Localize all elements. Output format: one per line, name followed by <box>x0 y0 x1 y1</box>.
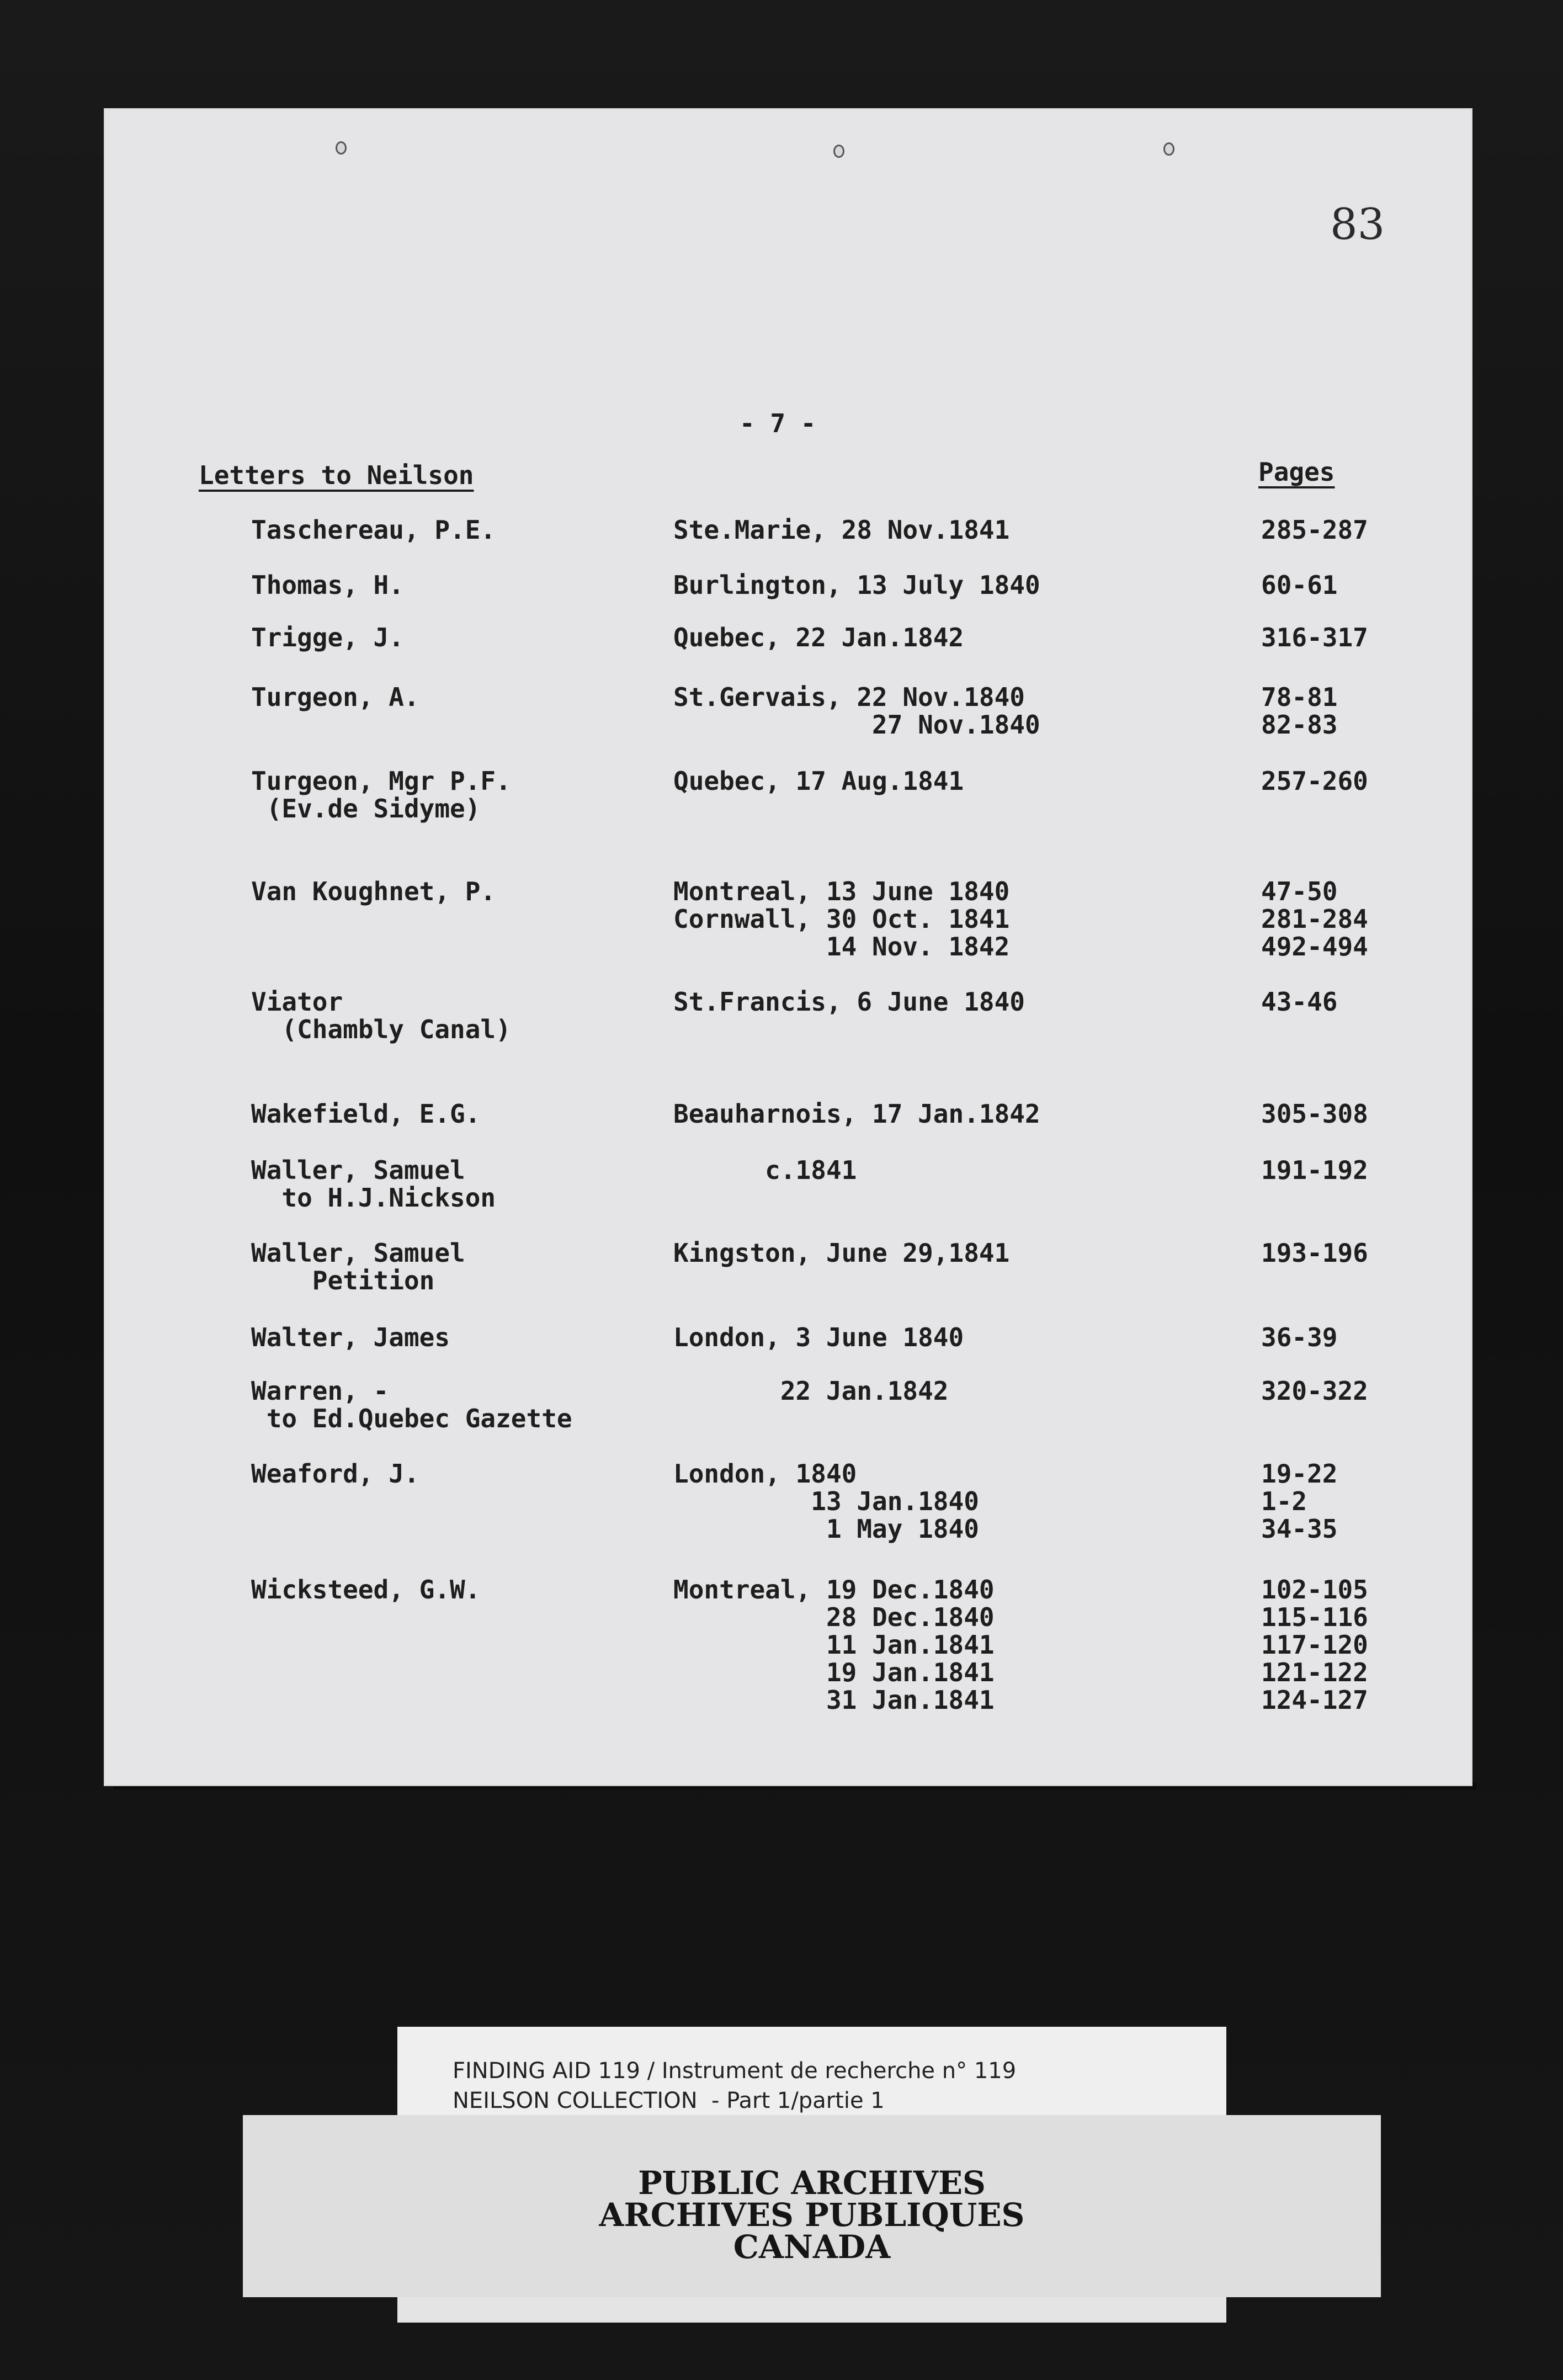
entry-pages-line: 285-287 <box>1261 515 1368 545</box>
entry-date <box>673 878 1009 960</box>
entry-pages-line: 36-39 <box>1261 1322 1338 1352</box>
entry-pages <box>1261 516 1368 544</box>
entry-pages-line: 82-83 <box>1261 710 1338 740</box>
entry-date <box>673 624 964 651</box>
entry-pages <box>1261 1239 1368 1267</box>
entry-pages-line: 34-35 <box>1261 1514 1338 1544</box>
entry-date-line: 13 Jan.1840 <box>673 1486 979 1516</box>
label-strip <box>397 2297 1226 2323</box>
entry-date <box>673 683 1040 739</box>
entry-pages <box>1261 624 1368 651</box>
entry-pages <box>1261 988 1337 1016</box>
entry-date-line: Cornwall, 30 Oct. 1841 <box>673 904 1010 934</box>
entry-date <box>673 1377 949 1405</box>
entry-date-line: 19 Jan.1841 <box>673 1658 995 1687</box>
entry-name-line: (Chambly Canal) <box>251 1014 511 1044</box>
punch-hole <box>336 141 347 155</box>
entry-pages-line: 193-196 <box>1261 1238 1368 1268</box>
entry-pages-line: 320-322 <box>1261 1376 1368 1406</box>
entry-date-line: 22 Jan.1842 <box>673 1376 949 1406</box>
entry-pages-line: 115-116 <box>1261 1602 1368 1632</box>
archives-line-english: PUBLIC ARCHIVES <box>638 2164 986 2202</box>
entry-name-line: to Ed.Quebec Gazette <box>251 1404 572 1433</box>
entry-date-line: 28 Dec.1840 <box>673 1602 995 1632</box>
entry-name-line: Turgeon, Mgr P.F. <box>251 766 511 796</box>
entry-date <box>673 1239 1009 1267</box>
entry-pages <box>1261 1100 1368 1128</box>
entry-name-line: Viator <box>251 987 343 1017</box>
entry-date-line: 1 May 1840 <box>673 1514 979 1544</box>
entry-name-line: Turgeon, A. <box>251 682 419 712</box>
entry-date <box>673 767 964 795</box>
entry-date-line: 31 Jan.1841 <box>673 1685 995 1715</box>
entry-date-line: Ste.Marie, 28 Nov.1841 <box>673 515 1010 545</box>
entry-pages-line: 47-50 <box>1261 876 1338 906</box>
finding-aid-line: FINDING AID 119 / Instrument de recherche n° 119 <box>453 2058 1017 2084</box>
entry-date <box>673 1156 857 1184</box>
archives-label <box>243 2115 1381 2297</box>
entry-date <box>673 571 1040 599</box>
entry-pages-line: 316-317 <box>1261 623 1368 652</box>
entry-name <box>251 1239 465 1294</box>
entry-date-line: c.1841 <box>673 1155 857 1185</box>
entry-name-line: Waller, Samuel <box>251 1238 465 1268</box>
entry-name-line: Wakefield, E.G. <box>251 1099 481 1129</box>
entry-pages <box>1261 1576 1368 1714</box>
entry-pages-line: 492-494 <box>1261 932 1368 961</box>
archives-line-country: CANADA <box>733 2228 891 2266</box>
entry-name <box>251 1460 419 1488</box>
entry-name <box>251 878 496 905</box>
entry-date-line: St.Gervais, 22 Nov.1840 <box>673 682 1025 712</box>
entry-name-line: Walter, James <box>251 1322 450 1352</box>
entry-pages <box>1261 1324 1337 1351</box>
entry-name <box>251 1156 496 1212</box>
entry-pages-line: 60-61 <box>1261 570 1338 600</box>
entry-name-line: (Ev.de Sidyme) <box>251 794 481 824</box>
entry-date <box>673 988 1025 1016</box>
entry-name <box>251 571 404 599</box>
entry-name <box>251 1324 450 1351</box>
entry-date-line: 27 Nov.1840 <box>673 710 1040 740</box>
entry-pages <box>1261 1156 1368 1184</box>
entry-date-line: Montreal, 19 Dec.1840 <box>673 1575 995 1605</box>
entry-name <box>251 683 419 711</box>
entry-date <box>673 516 1009 544</box>
entry-pages <box>1261 571 1337 599</box>
entry-pages-line: 1-2 <box>1261 1486 1307 1516</box>
entry-name-line: Warren, - <box>251 1376 389 1406</box>
entry-pages-line: 281-284 <box>1261 904 1368 934</box>
entry-date <box>673 1100 1040 1128</box>
entry-pages <box>1261 767 1368 795</box>
entry-name <box>251 1377 572 1432</box>
entry-pages <box>1261 1377 1368 1405</box>
entry-date-line: Quebec, 17 Aug.1841 <box>673 766 964 796</box>
entry-name-line: Weaford, J. <box>251 1459 419 1489</box>
entry-date-line: Beauharnois, 17 Jan.1842 <box>673 1099 1040 1129</box>
entry-name-line: Waller, Samuel <box>251 1155 465 1185</box>
entry-date <box>673 1460 979 1543</box>
entry-pages-line: 117-120 <box>1261 1630 1368 1660</box>
entry-pages-line: 102-105 <box>1261 1575 1368 1605</box>
entry-date-line: London, 1840 <box>673 1459 857 1489</box>
entry-date-line: London, 3 June 1840 <box>673 1322 964 1352</box>
entry-name <box>251 1100 480 1128</box>
section-page-number: - 7 - <box>740 408 816 438</box>
punch-hole <box>833 145 844 158</box>
entry-date-line: St.Francis, 6 June 1840 <box>673 987 1025 1017</box>
entry-name <box>251 624 404 651</box>
entry-pages-line: 257-260 <box>1261 766 1368 796</box>
entry-pages-line: 19-22 <box>1261 1459 1338 1489</box>
entry-pages-line: 305-308 <box>1261 1099 1368 1129</box>
entry-name-line: to H.J.Nickson <box>251 1183 496 1213</box>
entry-name-line: Taschereau, P.E. <box>251 515 496 545</box>
entry-pages-line: 43-46 <box>1261 987 1338 1017</box>
entry-date <box>673 1324 964 1351</box>
sheet-number: 83 <box>1330 200 1385 249</box>
archives-line-french: ARCHIVES PUBLIQUES <box>599 2196 1025 2234</box>
entry-date-line: Kingston, June 29,1841 <box>673 1238 1010 1268</box>
entry-pages-line: 191-192 <box>1261 1155 1368 1185</box>
entry-name-line: Thomas, H. <box>251 570 404 600</box>
entry-name <box>251 988 511 1043</box>
entry-name-line: Petition <box>251 1266 435 1295</box>
entry-date-line: Burlington, 13 July 1840 <box>673 570 1040 600</box>
entry-name-line: Wicksteed, G.W. <box>251 1575 481 1605</box>
pages-column-header: Pages <box>1258 457 1335 487</box>
punch-hole <box>1163 142 1174 156</box>
entry-date <box>673 1576 995 1714</box>
entry-pages <box>1261 683 1337 739</box>
entry-name <box>251 1576 480 1603</box>
entry-pages <box>1261 1460 1337 1543</box>
entry-date-line: Quebec, 22 Jan.1842 <box>673 623 964 652</box>
entry-pages-line: 121-122 <box>1261 1658 1368 1687</box>
entry-date-line: Montreal, 13 June 1840 <box>673 876 1010 906</box>
entry-pages-line: 78-81 <box>1261 682 1338 712</box>
entry-date-line: 14 Nov. 1842 <box>673 932 1010 961</box>
entry-pages-line: 124-127 <box>1261 1685 1368 1715</box>
entry-name-line: Trigge, J. <box>251 623 404 652</box>
entry-pages <box>1261 878 1368 960</box>
section-title: Letters to Neilson <box>199 460 474 490</box>
entry-name <box>251 516 496 544</box>
entry-name-line: Van Koughnet, P. <box>251 876 496 906</box>
entry-date-line: 11 Jan.1841 <box>673 1630 995 1660</box>
collection-line: NEILSON COLLECTION - Part 1/partie 1 <box>453 2088 885 2113</box>
entry-name <box>251 767 511 822</box>
